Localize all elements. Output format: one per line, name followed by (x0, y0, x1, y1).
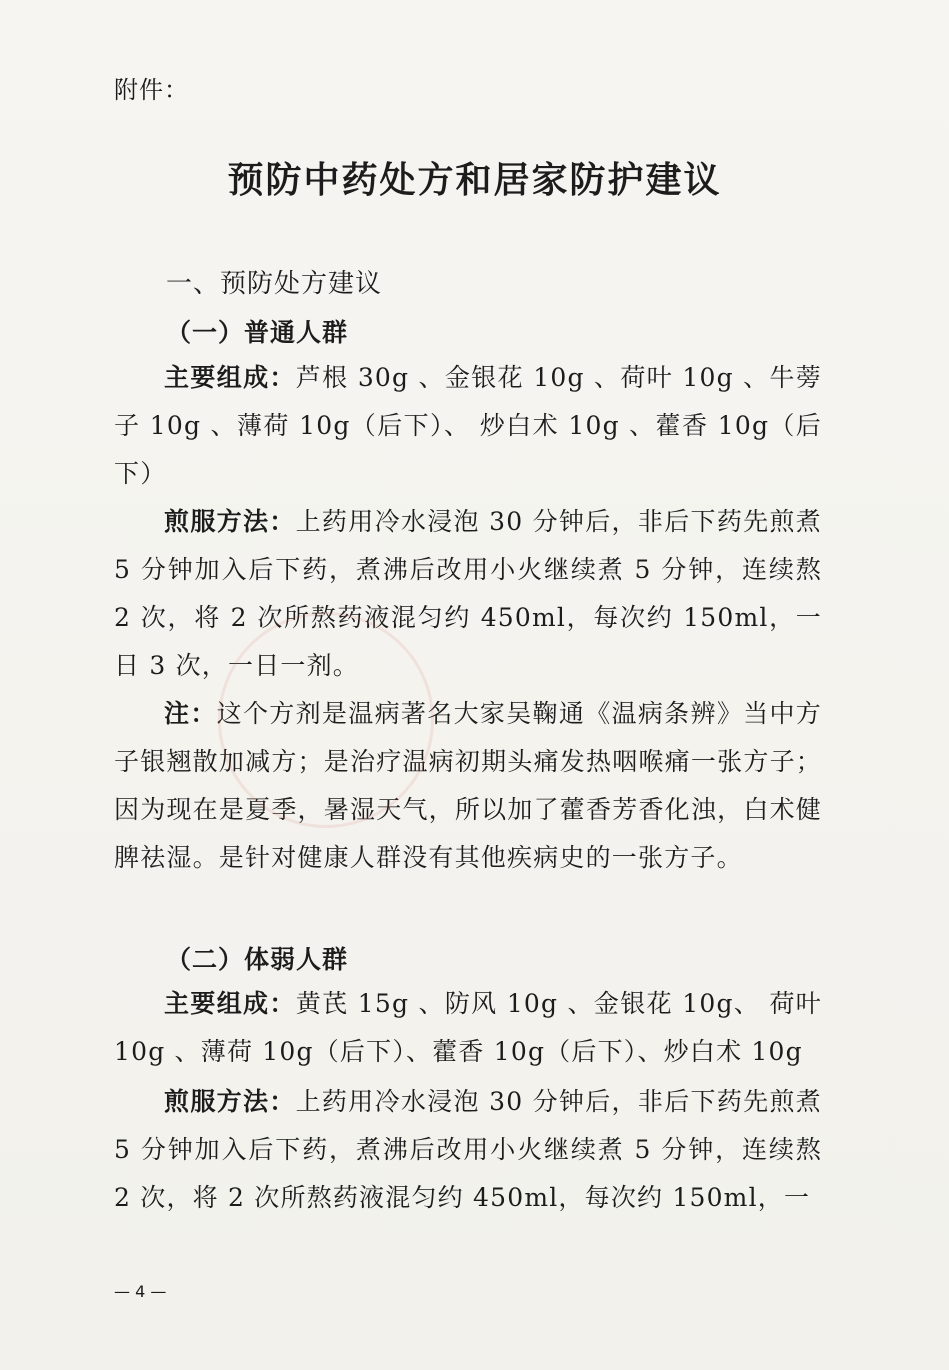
composition-text: 黄芪 15g 、防风 10g 、金银花 10g、 荷叶 10g 、薄荷 10g（后下）、藿香 10g（后下）、炒白术 10g (114, 989, 822, 1066)
document-title: 预防中药处方和居家防护建议 (227, 160, 722, 201)
method-label: 煎服方法： (164, 507, 296, 536)
section-heading-prevention-prescription: 一、预防处方建议 (166, 269, 383, 299)
note-label: 注： (164, 699, 217, 728)
method-text: 上药用冷水浸泡 30 分钟后，非后下药先煎煮 5 分钟加入后下药，煮沸后改用小火继续煮 5 分钟，连续熬 2 次，将 2 次所熬药液混匀约 450ml，每次约 150ml，一日 3 次，一日一剂。 (114, 507, 822, 680)
paragraph-note-general (114, 690, 822, 882)
annex-label: 附件： (114, 76, 189, 104)
composition-label: 主要组成： (164, 363, 296, 392)
note-text: 这个方剂是温病著名大家吴鞠通《温病条辨》当中方子银翘散加减方；是治疗温病初期头痛发热咽喉痛一张方子；因为现在是夏季，暑湿天气，所以加了藿香芳香化浊，白术健脾祛湿。是针对健康人群没有其他疾病史的一张方子。 (114, 699, 822, 872)
paragraph-method-general (114, 498, 822, 690)
paragraph-method-weak (114, 1078, 822, 1222)
subheading-weak-population: （二）体弱人群 (166, 945, 349, 974)
method-text: 上药用冷水浸泡 30 分钟后，非后下药先煎煮 5 分钟加入后下药，煮沸后改用小火继续煮 5 分钟，连续熬 2 次，将 2 次所熬药液混匀约 450ml，每次约 150ml，一 (114, 1087, 822, 1212)
composition-label: 主要组成： (164, 989, 296, 1018)
composition-text: 芦根 30g 、金银花 10g 、荷叶 10g 、牛蒡子 10g 、薄荷 10g（后下）、 炒白术 10g 、藿香 10g（后下） (114, 363, 822, 488)
page-number: — 4 — (114, 1282, 167, 1301)
paragraph-composition-weak (114, 980, 822, 1076)
paragraph-composition-general (114, 354, 822, 498)
method-label: 煎服方法： (164, 1087, 296, 1116)
subheading-general-population: （一）普通人群 (166, 318, 349, 347)
